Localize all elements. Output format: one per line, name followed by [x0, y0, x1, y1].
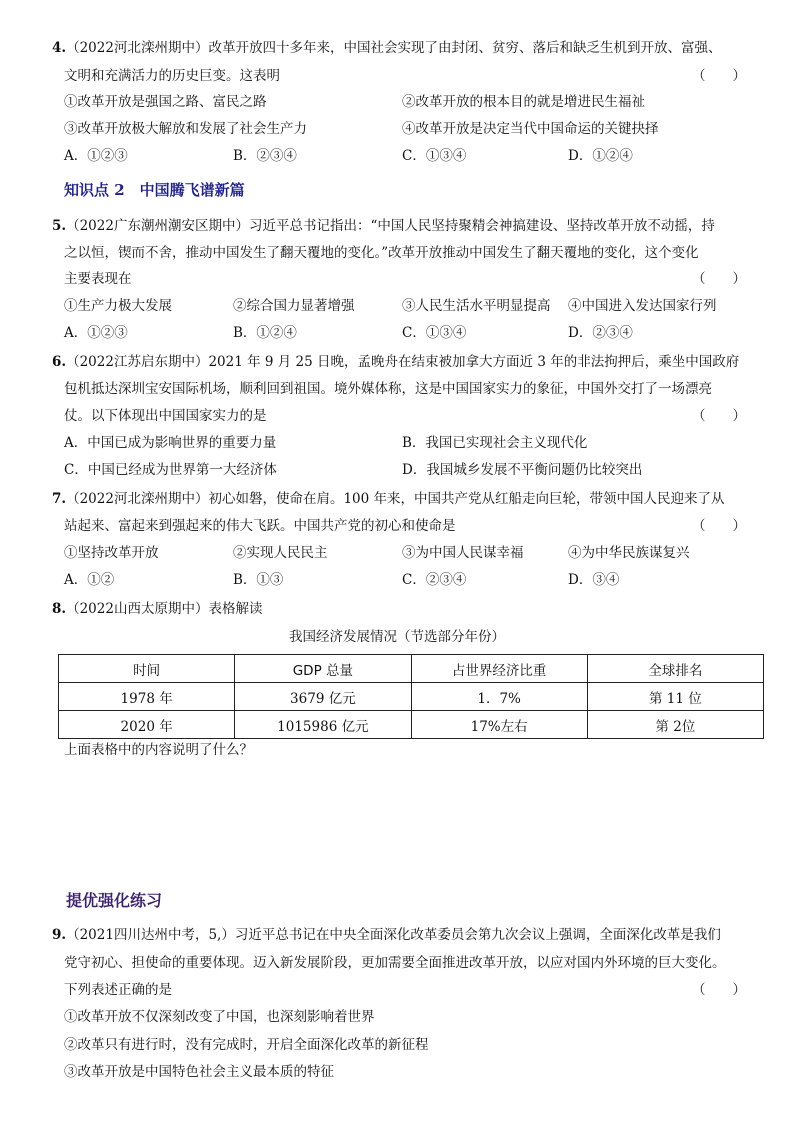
- statement-item: ①改革开放是强国之路、富民之路: [64, 94, 267, 110]
- table-cell: 1015986 亿元: [235, 711, 411, 739]
- question-number: 7.: [52, 491, 67, 507]
- question-text: （2022广东潮州潮安区期中）习近平总书记指出：“中国人民坚持聚精会神搞建设、坚持改革开放不动摇，持: [66, 218, 715, 234]
- choice-a[interactable]: A．①②: [64, 572, 115, 588]
- choice-a[interactable]: A．①②③: [64, 148, 128, 164]
- statement-item: ③改革开放是中国特色社会主义最本质的特征: [64, 1064, 334, 1080]
- statement-item: ④为中华民族谋复兴: [568, 545, 690, 561]
- answer-blank[interactable]: （ ）: [692, 408, 746, 424]
- question-9-line-3: 下列表述正确的是: [64, 982, 172, 998]
- choice-b[interactable]: B．①③: [233, 572, 284, 588]
- table-cell: 1978 年: [59, 683, 235, 711]
- column-header: 时间: [59, 655, 235, 683]
- question-9-line-1: [52, 925, 721, 945]
- table-cell: 3679 亿元: [235, 683, 411, 711]
- choice-c[interactable]: C．①③④: [402, 148, 467, 164]
- answer-blank[interactable]: （ ）: [692, 518, 746, 534]
- statement-item: ③为中国人民谋幸福: [402, 545, 524, 561]
- statement-item: ②改革开放的根本目的就是增进民生福祉: [402, 94, 645, 110]
- choice-d[interactable]: D．③④: [568, 572, 620, 588]
- question-8-line-1: [52, 599, 262, 619]
- choice-b[interactable]: B．①②④: [233, 325, 297, 341]
- question-number: 4.: [52, 40, 67, 56]
- answer-blank[interactable]: （ ）: [692, 982, 746, 998]
- question-4-line-2: 文明和充满活力的历史巨变。这表明: [64, 68, 280, 84]
- choice-d[interactable]: D．①②④: [568, 148, 633, 164]
- table-cell: 17%左右: [411, 711, 587, 739]
- statement-item: ②综合国力显著增强: [233, 298, 355, 314]
- statement-item: ①改革开放不仅深刻改变了中国，也深刻影响着世界: [64, 1009, 375, 1025]
- answer-blank[interactable]: （ ）: [692, 271, 746, 287]
- choice-a[interactable]: A．①②③: [64, 325, 128, 341]
- choice-a[interactable]: A．中国已成为影响世界的重要力量: [64, 435, 277, 451]
- question-text: （2022河北滦州期中）改革开放四十多年来，中国社会实现了由封闭、贫穷、落后和缺乏生机到开放、富强、: [66, 40, 722, 56]
- choice-b[interactable]: B．②③④: [233, 148, 297, 164]
- question-6-line-3: 仗。以下体现出中国国家实力的是: [64, 408, 267, 424]
- table-cell: 1．7%: [411, 683, 587, 711]
- table-cell: 第 2位: [587, 711, 763, 739]
- statement-item: ①生产力极大发展: [64, 298, 172, 314]
- column-header: 全球排名: [587, 655, 763, 683]
- question-6-line-2: 包机抵达深圳宝安国际机场，顺利回到祖国。境外媒体称，这是中国国家实力的象征，中国外交打了一场漂亮: [64, 381, 712, 397]
- statement-item: ④改革开放是决定当代中国命运的关键抉择: [402, 121, 659, 137]
- question-9-line-2: 党守初心、担使命的重要体现。迈入新发展阶段，更加需要全面推进改革开放，以应对国内外环境的巨大变化。: [64, 955, 726, 971]
- choice-c[interactable]: C．②③④: [402, 572, 467, 588]
- question-5-line-1: [52, 216, 715, 236]
- choice-d[interactable]: D．我国城乡发展不平衡问题仍比较突出: [402, 462, 643, 478]
- question-number: 8.: [52, 601, 67, 617]
- column-header: GDP 总量: [235, 655, 411, 683]
- question-6-line-1: [52, 352, 739, 372]
- section-heading-advanced-practice: 提优强化练习: [66, 891, 163, 910]
- table-row: [59, 711, 764, 739]
- question-number: 5.: [52, 218, 67, 234]
- column-header: 占世界经济比重: [411, 655, 587, 683]
- table-row: [59, 683, 764, 711]
- statement-item: ①坚持改革开放: [64, 545, 159, 561]
- statement-item: ③人民生活水平明显提高: [402, 298, 551, 314]
- statement-item: ③改革开放极大解放和发展了社会生产力: [64, 121, 307, 137]
- question-text: （2021四川达州中考，5,）习近平总书记在中央全面深化改革委员会第九次会议上强调，全面深化改革是我们: [66, 927, 721, 943]
- question-text: （2022山西太原期中）表格解读: [66, 601, 263, 617]
- table-cell: 第 11 位: [587, 683, 763, 711]
- question-number: 6.: [52, 354, 67, 370]
- question-text: （2022河北滦州期中）初心如磐，使命在肩。100 年来，中国共产党从红船走向巨轮，带领中国人民迎来了从: [66, 491, 725, 507]
- table-caption: 我国经济发展情况（节选部分年份）: [289, 629, 505, 645]
- statement-item: ②改革只有进行时，没有完成时，开启全面深化改革的新征程: [64, 1037, 429, 1053]
- table-cell: 2020 年: [59, 711, 235, 739]
- choice-c[interactable]: C．中国已经成为世界第一大经济体: [64, 462, 277, 478]
- question-4-line-1: [52, 38, 721, 58]
- answer-blank[interactable]: （ ）: [692, 68, 746, 84]
- question-8-prompt: 上面表格中的内容说明了什么？: [64, 742, 253, 758]
- economic-data-table: [58, 654, 764, 739]
- statement-item: ④中国进入发达国家行列: [568, 298, 717, 314]
- question-text: （2022江苏启东期中）2021 年 9 月 25 日晚，孟晚舟在结束被加拿大方面近 3 年的非法拘押后，乘坐中国政府: [66, 354, 740, 370]
- question-number: 9.: [52, 927, 67, 943]
- question-5-line-3: 主要表现在: [64, 271, 132, 287]
- question-7-line-1: [52, 489, 725, 509]
- choice-c[interactable]: C．①③④: [402, 325, 467, 341]
- question-5-line-2: 之以恒，锲而不舍，推动中国发生了翻天覆地的变化。”改革开放推动中国发生了翻天覆地的变化，这个变化: [64, 245, 699, 261]
- choice-b[interactable]: B．我国已实现社会主义现代化: [402, 435, 588, 451]
- statement-item: ②实现人民民主: [233, 545, 328, 561]
- section-heading-knowledge-point-2: 知识点 2 中国腾飞谱新篇: [64, 181, 245, 199]
- question-7-line-2: 站起来、富起来到强起来的伟大飞跃。中国共产党的初心和使命是: [64, 518, 456, 534]
- table-header-row: [59, 655, 764, 683]
- choice-d[interactable]: D．②③④: [568, 325, 633, 341]
